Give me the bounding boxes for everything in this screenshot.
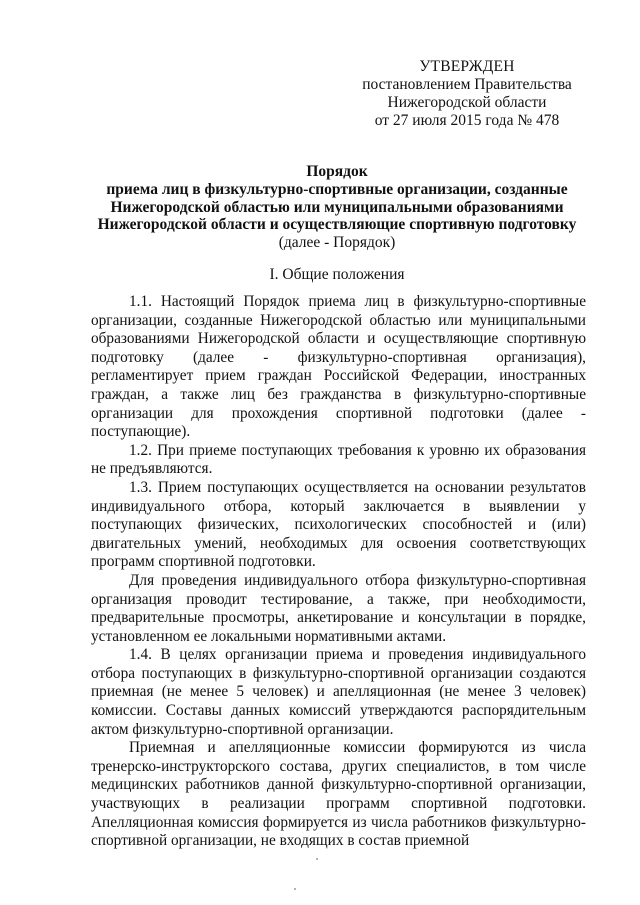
approval-stamp: УТВЕРЖДЕН — [419, 58, 515, 75]
approval-block — [352, 58, 582, 130]
document-body — [91, 293, 586, 851]
paragraph-1-3: 1.3. Прием поступающих осуществляется на основании результатов индивидуального отбора, который заключается в выявлении у поступающих физических, психологических способностей и (или) двигательных умений, необходимых для освоения соответствующих программ спортивной подготовки. — [91, 478, 586, 571]
paragraph-1-4-commissions: Приемная и апелляционные комиссии формируются из числа тренерско-инструкторского состава, других специалистов, в том числе медицинских работников данной физкультурно-спортивной организации, участвующих в реализации программ спортивной подготовки. Апелляционная комиссия формируется из числа работников физкультурно-спортивной организации, не входящих в состав приемной — [91, 739, 586, 850]
scan-speck — [294, 888, 296, 890]
title-line-2: Нижегородской областью или муниципальными образованиями — [110, 198, 564, 216]
title-line-1: приема лиц в физкультурно-спортивные организации, созданные — [106, 180, 568, 198]
paragraph-1-3-selection: Для проведения индивидуального отбора физкультурно-спортивная организация проводит тестирование, а также, при необходимости, предварительные просмотры, анкетирование и консультации в порядке, установленном ее локальными нормативными актами. — [91, 571, 586, 645]
scan-speck — [316, 858, 318, 860]
section-heading: I. Общие положения — [269, 266, 405, 283]
approval-line-3: от 27 июля 2015 года № 478 — [374, 112, 560, 129]
approval-line-2: Нижегородской области — [387, 94, 547, 111]
paragraph-1-1: 1.1. Настоящий Порядок приема лиц в физкультурно-спортивные организации, созданные Нижегородской областью или муниципальными образованиями Нижегородской области и осуществляющие спортивную подготовку (далее - физкультурно-спортивная организация), регламентирует прием граждан Российской Федерации, иностранных граждан, а также лиц без гражданства в физкультурно-спортивные организации для прохождения спортивной подготовки (далее - поступающие). — [91, 293, 586, 441]
title-heading: Порядок — [306, 163, 368, 180]
paragraph-1-4: 1.4. В целях организации приема и проведения индивидуального отбора поступающих в физкультурно-спортивной организации создаются приемная (не менее 5 человек) и апелляционная (не менее 3 человек) комиссии. Составы данных комиссий утверждаются распорядительным актом физкультурно-спортивной организации. — [91, 646, 586, 738]
title-line-3: Нижегородской области и осуществляющие спортивную подготовку — [97, 216, 577, 234]
title-short-name: (далее - Порядок) — [278, 234, 396, 252]
paragraph-1-2: 1.2. При приеме поступающих требования к уровню их образования не предъявляются. — [91, 441, 586, 478]
document-title — [84, 163, 590, 252]
approval-line-1: постановлением Правительства — [362, 76, 572, 93]
